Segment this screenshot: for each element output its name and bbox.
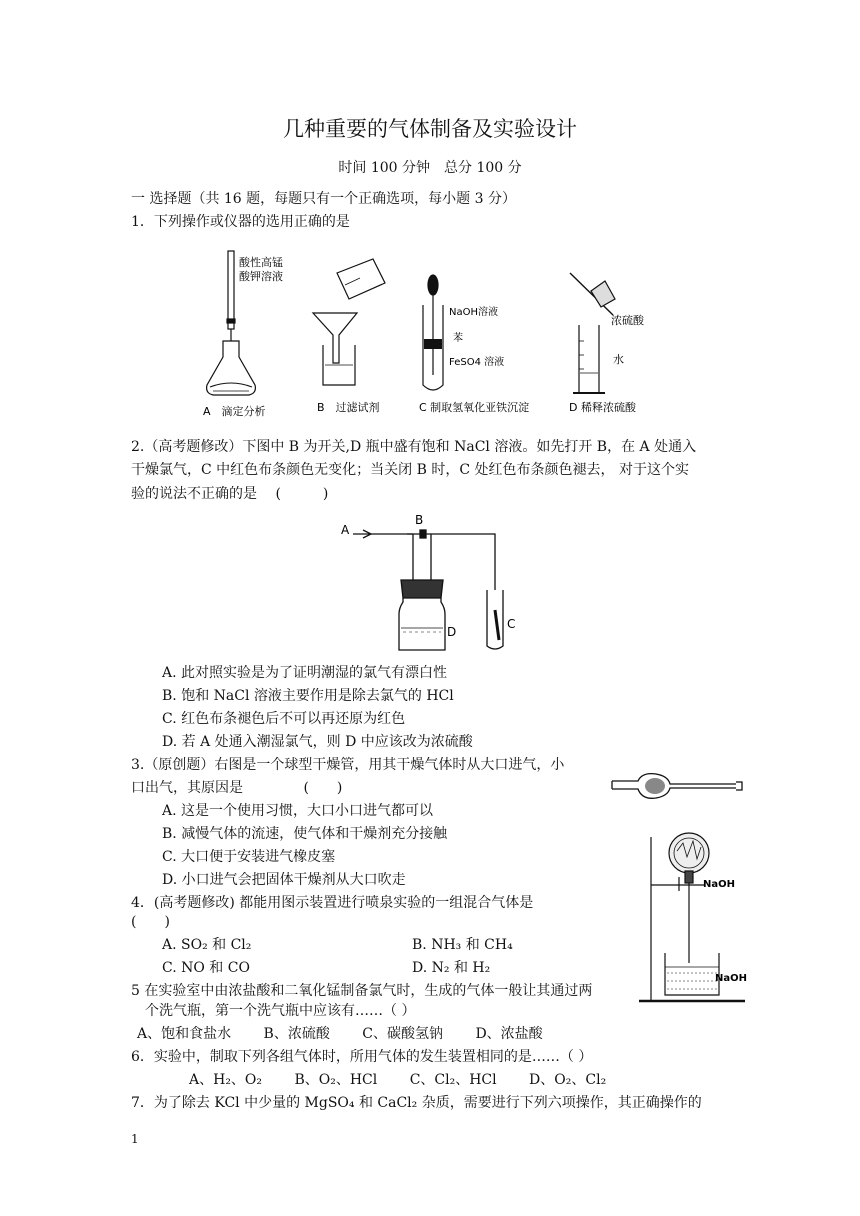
q1-c-ben: 苯 <box>453 333 463 344</box>
q2-label-b: B <box>415 513 424 527</box>
q1-c-naoh: NaOH溶液 <box>449 307 498 318</box>
q1-stem: 1．下列操作或仪器的选用正确的是 <box>131 214 350 230</box>
q2-label-a: A <box>341 523 350 537</box>
q3-line2: 口出气，其原因是 ( ) <box>131 780 343 796</box>
q1-a-text2: 酸钾溶液 <box>239 270 283 283</box>
fountain-apparatus-figure <box>635 815 750 1010</box>
q1-apparatus-figure <box>195 245 665 423</box>
q6-stem: 6．实验中，制取下列各组气体时，所用气体的发生装置相同的是……（ ） <box>131 1049 593 1065</box>
q4-option-b: B. NH₃ 和 CH₄ <box>412 937 513 953</box>
q1-b-label: B 过滤试剂 <box>317 401 380 414</box>
graduated-cylinder-diagram <box>570 273 615 393</box>
q3-option-d: D. 小口进气会把固体干燥剂从大口吹走 <box>162 872 406 888</box>
page-title: 几种重要的气体制备及实验设计 <box>283 117 577 141</box>
q5-line1: 5 在实验室中由浓盐酸和二氧化锰制备氯气时，生成的气体一般让其通过两 <box>131 983 593 999</box>
q2-line3: 验的说法不正确的是 ( ) <box>131 486 329 502</box>
q4-naoh-bottom: NaOH <box>715 973 747 984</box>
q3-option-b: B. 减慢气体的流速，使气体和干燥剂充分接触 <box>162 826 448 842</box>
q4-naoh-top: NaOH <box>703 879 735 890</box>
page-subtitle: 时间 100 分钟 总分 100 分 <box>338 160 522 176</box>
q1-d-water: 水 <box>613 353 624 366</box>
q1-a-text1: 酸性高锰 <box>239 256 283 269</box>
q1-d-acid: 浓硫酸 <box>611 314 644 327</box>
q5-line2: 个洗气瓶，第一个洗气瓶中应该有……（ ） <box>145 1003 416 1019</box>
q1-a-label: A 滴定分析 <box>203 405 266 418</box>
q3-option-c: C. 大口便于安装进气橡皮塞 <box>162 849 336 865</box>
q2-label-d: D <box>447 625 457 639</box>
q2-label-c: C <box>507 617 516 631</box>
section-heading: 一 选择题（共 16 题，每题只有一个正确选项，每小题 3 分） <box>131 191 516 207</box>
q1-d-label: D 稀释浓硫酸 <box>569 401 636 414</box>
q2-apparatus-figure <box>335 510 535 655</box>
drying-tube-figure <box>608 768 748 808</box>
q4-option-a: A. SO₂ 和 Cl₂ <box>162 937 252 953</box>
q2-line1: 2.（高考题修改）下图中 B 为开关,D 瓶中盛有饱和 NaCl 溶液。如先打开 B，在 A 处通入 <box>131 439 697 455</box>
q4-line1: 4．(高考题修改) 都能用图示装置进行喷泉实验的一组混合气体是 <box>131 895 534 911</box>
q1-c-feso4: FeSO4 溶液 <box>449 357 505 368</box>
q2-line2: 干燥氯气，C 中红色布条颜色无变化；当关闭 B 时，C 处红色布条颜色褪去， 对于这个实 <box>131 462 689 478</box>
q2-option-b: B. 饱和 NaCl 溶液主要作用是除去氯气的 HCl <box>162 688 454 704</box>
q3-option-a: A. 这是一个使用习惯，大口小口进气都可以 <box>162 803 434 819</box>
q7-stem: 7．为了除去 KCl 中少量的 MgSO₄ 和 CaCl₂ 杂质，需要进行下列六项操作，其正确操作的 <box>131 1095 702 1111</box>
q2-option-c: C. 红色布条褪色后不可以再还原为红色 <box>162 711 406 727</box>
q5-options: A、饱和食盐水 B、浓硫酸 C、碳酸氢钠 D、浓盐酸 <box>137 1026 543 1042</box>
q6-options: A、H₂、O₂ B、O₂、HCl C、Cl₂、HCl D、O₂、Cl₂ <box>189 1072 607 1088</box>
q3-line1: 3.（原创题）右图是一个球型干燥管，用其干燥气体时从大口进气，小 <box>131 757 565 773</box>
q4-option-d: D. N₂ 和 H₂ <box>412 960 491 976</box>
test-tube-diagram <box>423 275 443 390</box>
funnel-diagram <box>313 259 385 385</box>
q1-c-label: C 制取氢氧化亚铁沉淀 <box>419 401 530 414</box>
page-number: 1 <box>131 1132 139 1146</box>
q2-option-a: A. 此对照实验是为了证明潮湿的氯气有漂白性 <box>162 665 448 681</box>
q4-line2: ( ) <box>131 914 170 930</box>
q4-option-c: C. NO 和 CO <box>162 960 250 976</box>
q2-option-d: D. 若 A 处通入潮湿氯气，则 D 中应该改为浓硫酸 <box>162 734 473 750</box>
